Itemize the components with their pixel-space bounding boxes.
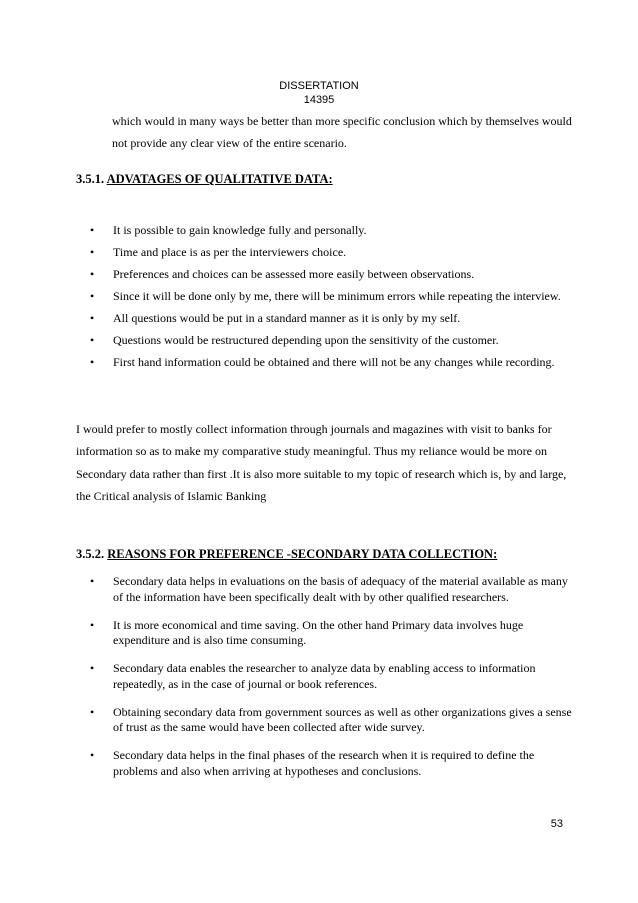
list-item-text: All questions would be put in a standard manner as it is only by my self.	[113, 311, 461, 325]
section-title: REASONS FOR PREFERENCE -SECONDARY DATA COLLECTION:	[107, 547, 498, 561]
secondary-reasons-list	[76, 574, 576, 792]
list-item	[76, 263, 576, 285]
section-heading-secondary	[76, 547, 497, 562]
list-item-text: It is possible to gain knowledge fully and personally.	[113, 223, 367, 237]
list-item	[76, 748, 576, 779]
qualitative-advantages-list	[76, 219, 576, 373]
bullet-icon: •	[90, 704, 95, 719]
list-item	[76, 329, 576, 351]
bullet-icon: •	[90, 311, 95, 325]
list-item	[76, 351, 576, 373]
list-item-text: It is more economical and time saving. On the other hand Primary data involves huge expenditure and is also time consuming.	[113, 617, 524, 647]
bullet-icon: •	[90, 574, 95, 588]
list-item	[76, 618, 576, 649]
header-title: DISSERTATION	[279, 80, 359, 92]
bullet-icon: •	[90, 289, 95, 303]
page-number: 53	[550, 818, 563, 830]
list-item-text: Questions would be restructured depending upon the sensitivity of the customer.	[113, 333, 499, 347]
list-item-text: First hand information could be obtained and there will not be any changes while recording.	[113, 355, 555, 369]
bullet-icon: •	[90, 661, 95, 675]
list-item	[76, 705, 576, 736]
list-item-text: Obtaining secondary data from government sources as well as other organizations gives a sense of trust as the same would have been collected after wide survey.	[113, 704, 572, 734]
list-item-text: Preferences and choices can be assessed more easily between observations.	[113, 267, 475, 281]
bullet-icon: •	[90, 748, 95, 762]
section-number: 3.5.1.	[76, 172, 105, 186]
body-paragraph: I would prefer to mostly collect information through journals and magazines with visit to banks for information so as to make my comparative study meaningful. Thus my reliance would be more on Secondary data rather than first .It is also more suitable to my topic of research which is, by and large, the Critical analysis of Islamic Banking	[76, 422, 567, 503]
bullet-icon: •	[90, 355, 95, 369]
list-item-text: Secondary data enables the researcher to analyze data by enabling access to information repeatedly, as in the case of journal or book references.	[113, 661, 536, 691]
list-item	[76, 219, 576, 241]
section-number: 3.5.2.	[76, 547, 105, 561]
list-item	[76, 661, 576, 692]
list-item	[76, 574, 576, 605]
list-item-text: Secondary data helps in the final phases of the research when it is required to define the problems and also when arriving at hypotheses and conclusions.	[113, 748, 535, 778]
list-item	[76, 241, 576, 263]
list-item-text: Since it will be done only by me, there will be minimum errors while repeating the interview.	[113, 289, 561, 303]
section-title: ADVATAGES OF QUALITATIVE DATA:	[106, 172, 333, 186]
intro-paragraph: which would in many ways be better than more specific conclusion which by themselves would not provide any clear view of the entire scenario.	[112, 114, 572, 150]
bullet-icon: •	[90, 333, 95, 347]
bullet-icon: •	[90, 245, 95, 259]
header-number: 14395	[303, 94, 335, 106]
list-item	[76, 307, 576, 329]
bullet-icon: •	[90, 267, 95, 281]
list-item-text: Time and place is as per the interviewers choice.	[113, 245, 347, 259]
list-item	[76, 285, 576, 307]
bullet-icon: •	[90, 223, 95, 237]
section-heading-qualitative	[76, 172, 333, 187]
list-item-text: Secondary data helps in evaluations on the basis of adequacy of the material available as many of the information have been specifically dealt with by other qualified researchers.	[113, 574, 568, 604]
bullet-icon: •	[90, 617, 95, 632]
